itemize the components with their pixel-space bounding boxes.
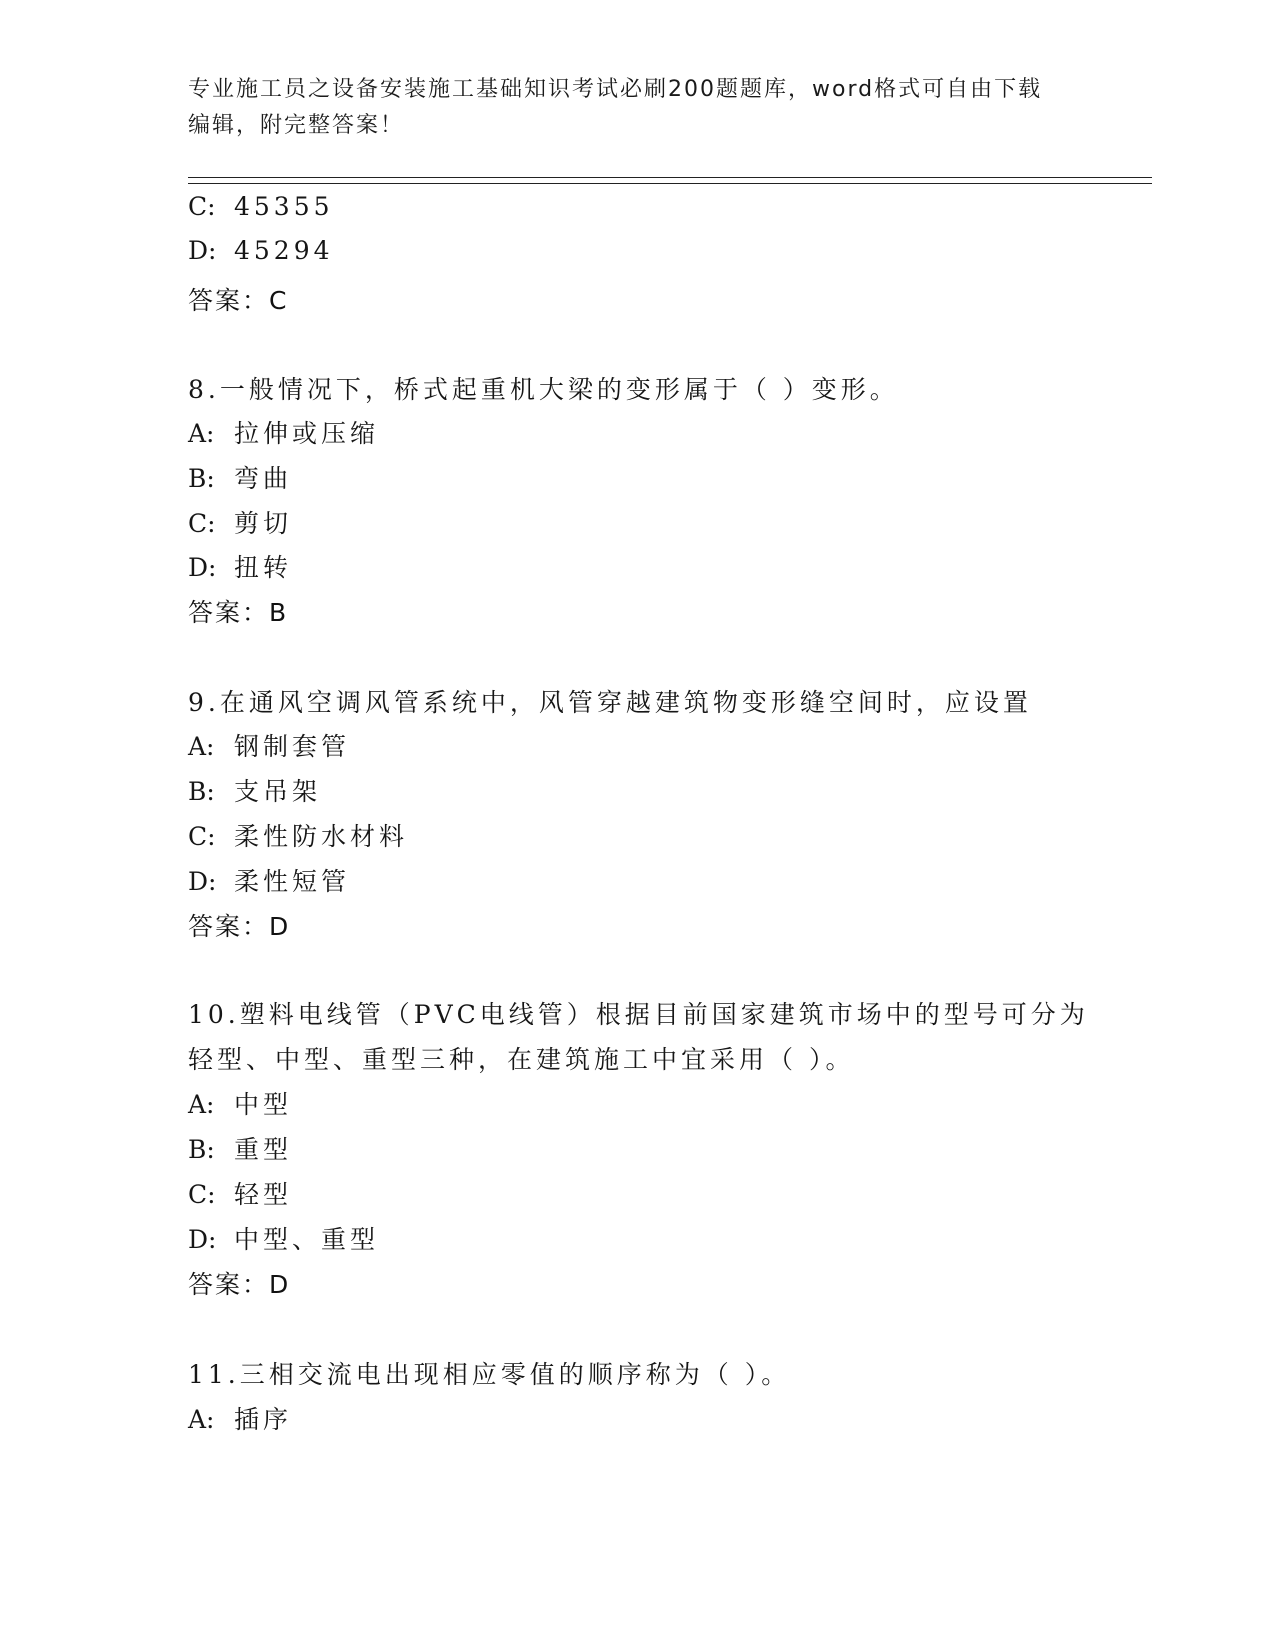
option-d: D: 45294: [188, 236, 334, 265]
option-b: B: 弯曲: [188, 464, 293, 493]
option-a: A: 中型: [188, 1090, 293, 1119]
option-d: D: 中型、重型: [188, 1225, 380, 1254]
option-b: B: 重型: [188, 1135, 293, 1164]
option-c: C: 轻型: [188, 1180, 293, 1209]
question-10-stem-line-1: 10.塑料电线管（PVC电线管）根据目前国家建筑市场中的型号可分为: [188, 1000, 1089, 1029]
header-rule-bottom: [188, 183, 1152, 184]
header-rule-top: [188, 177, 1152, 178]
option-c: C: 柔性防水材料: [188, 822, 409, 851]
answer: 答案：D: [188, 912, 291, 941]
option-a: A: 拉伸或压缩: [188, 419, 380, 448]
option-c: C: 45355: [188, 192, 334, 221]
option-d: D: 柔性短管: [188, 867, 351, 896]
option-d: D: 扭转: [188, 553, 293, 582]
answer: 答案：B: [188, 598, 289, 627]
option-a: A: 钢制套管: [188, 732, 351, 761]
option-a: A: 插序: [188, 1405, 293, 1434]
header-line-2: 编辑，附完整答案！: [188, 113, 405, 138]
option-b: B: 支吊架: [188, 777, 322, 806]
option-c: C: 剪切: [188, 509, 293, 538]
answer: 答案：C: [188, 286, 289, 315]
answer: 答案：D: [188, 1270, 291, 1299]
question-8-stem: 8.一般情况下，桥式起重机大梁的变形属于（ ）变形。: [188, 375, 899, 404]
question-10-stem-line-2: 轻型、中型、重型三种，在建筑施工中宜采用（ ）。: [188, 1045, 855, 1074]
header-line-1: 专业施工员之设备安装施工基础知识考试必刷200题题库，word格式可自由下载: [188, 77, 1043, 102]
document-header: [188, 72, 1088, 144]
question-9-stem: 9.在通风空调风管系统中，风管穿越建筑物变形缝空间时，应设置: [188, 688, 1032, 717]
question-11-stem: 11.三相交流电出现相应零值的顺序称为（ ）。: [188, 1360, 791, 1389]
